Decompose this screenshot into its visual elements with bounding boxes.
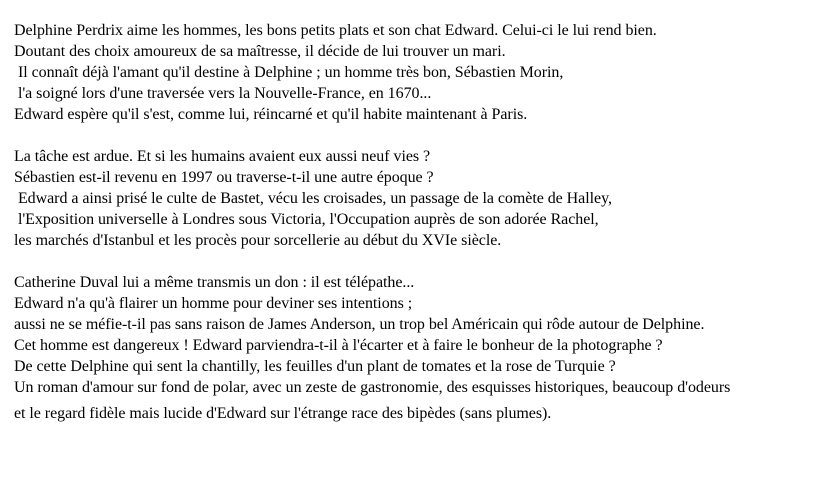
text-line: Doutant des choix amoureux de sa maîtresse, il décide de lui trouver un mari. (14, 43, 506, 60)
text-line: Un roman d'amour sur fond de polar, avec un zeste de gastronomie, des esquisses historiques, beaucoup d'odeurs (14, 379, 731, 396)
text-line: les marchés d'Istanbul et les procès pour sorcellerie au début du XVIe siècle. (14, 232, 502, 249)
text-line: Il connaît déjà l'amant qu'il destine à Delphine ; un homme très bon, Sébastien Morin, (14, 64, 564, 81)
text-line: Cet homme est dangereux ! Edward parviendra-t-il à l'écarter et à faire le bonheur de la photographe ? (14, 337, 663, 354)
text-line: Edward a ainsi prisé le culte de Bastet, vécu les croisades, un passage de la comète de Halley, (14, 190, 612, 207)
paragraph-3 (14, 272, 836, 424)
paragraph-1 (14, 20, 836, 125)
text-line: l'a soigné lors d'une traversée vers la Nouvelle-France, en 1670... (14, 85, 432, 102)
text-line: De cette Delphine qui sent la chantilly, les feuilles d'un plant de tomates et la rose de Turquie ? (14, 358, 616, 375)
paragraph-2 (14, 146, 836, 251)
text-line: aussi ne se méfie-t-il pas sans raison de James Anderson, un trop bel Américain qui rôde autour de Delphine. (14, 316, 705, 333)
paragraph-gap (14, 125, 836, 146)
text-line: Edward espère qu'il s'est, comme lui, réincarné et qu'il habite maintenant à Paris. (14, 106, 528, 123)
text-line: Sébastien est-il revenu en 1997 ou traverse-t-il une autre époque ? (14, 169, 434, 186)
text-line: Delphine Perdrix aime les hommes, les bons petits plats et son chat Edward. Celui-ci le lui rend bien. (14, 22, 657, 39)
text-line: l'Exposition universelle à Londres sous Victoria, l'Occupation auprès de son adorée Rachel, (14, 211, 599, 228)
paragraph-gap (14, 251, 836, 272)
text-line: Edward n'a qu'à flairer un homme pour deviner ses intentions ; (14, 295, 413, 312)
text-line: et le regard fidèle mais lucide d'Edward sur l'étrange race des bipèdes (sans plumes). (14, 405, 552, 422)
text-line: La tâche est ardue. Et si les humains avaient eux aussi neuf vies ? (14, 148, 431, 165)
document-body (14, 20, 836, 424)
text-line: Catherine Duval lui a même transmis un don : il est télépathe... (14, 274, 415, 291)
